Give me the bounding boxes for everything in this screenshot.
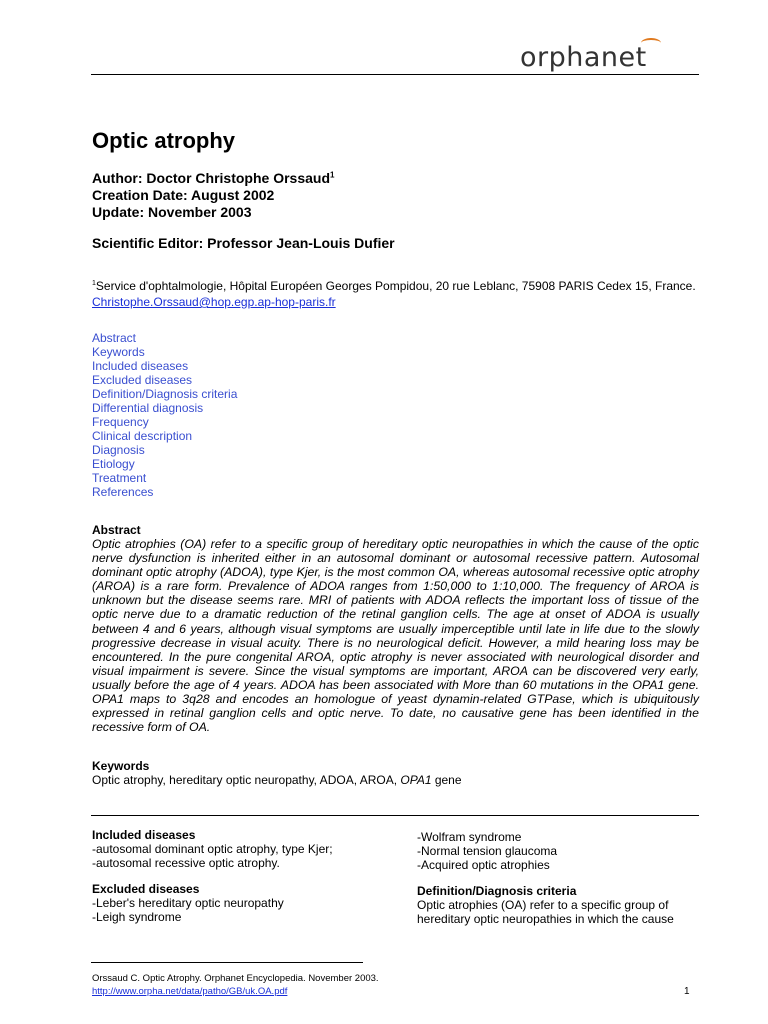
email-link[interactable]: Christophe.Orssaud@hop.egp.ap-hop-paris.fr [92, 295, 336, 309]
right-item: -Normal tension glaucoma [417, 844, 558, 858]
scientific-editor: Scientific Editor: Professor Jean-Louis Dufier [92, 235, 395, 251]
toc-link[interactable]: Definition/Diagnosis criteria [92, 387, 238, 401]
footer-citation: Orssaud C. Optic Atrophy. Orphanet Encyclopedia. November 2003. [92, 973, 379, 984]
footer-url-link[interactable]: http://www.orpha.net/data/patho/GB/uk.OA.pdf [92, 986, 288, 997]
logo-arc-icon [641, 38, 661, 48]
toc-link[interactable]: Clinical description [92, 429, 193, 443]
orphanet-logo: orphanet [520, 42, 647, 73]
page-number: 1 [684, 986, 690, 997]
toc-link[interactable]: Etiology [92, 457, 135, 471]
affiliation: $^1$Service d'ophtalmologie, Hôpital Européen Georges Pompidou, 20 rue Leblanc, 75908 PARIS Cedex 15, France. Christophe.Orssaud@hop.egp.ap-hop-paris.fr [92, 279, 696, 309]
abstract-heading: Abstract [92, 523, 141, 537]
included-item: -autosomal recessive optic atrophy. [92, 856, 280, 870]
keywords-heading: Keywords [92, 759, 150, 773]
creation-date: Creation Date: August 2002 [92, 187, 275, 203]
table-of-contents [92, 331, 237, 499]
excluded-heading: Excluded diseases [92, 882, 200, 896]
section-rule [91, 815, 699, 816]
page-title: Optic atrophy [92, 128, 236, 153]
excluded-item: -Leigh syndrome [92, 910, 182, 924]
right-column [417, 830, 702, 926]
definition-heading: Definition/Diagnosis criteria [417, 884, 577, 898]
author-line: Author: Doctor Christophe Orssaud$^1$ [92, 170, 335, 186]
definition-line: Optic atrophies (OA) refer to a specific group of [417, 898, 669, 912]
included-item: -autosomal dominant optic atrophy, type Kjer; [92, 842, 333, 856]
toc-link[interactable]: Diagnosis [92, 443, 145, 457]
excluded-item: -Leber's hereditary optic neuropathy [92, 896, 284, 910]
abstract-text: Optic atrophies (OA) refer to a specific group of hereditary optic neuropathies in which the cause of the optic nerve dysfunction is inherited either in an autosomal dominant or autosomal recessive pattern. Autosomal dominant optic atrophy (ADOA), type Kjer, is the most common OA, whereas autosomal recessive optic atrophy (AROA) is a rare form. Prevalence of ADOA ranges from 1:50,000 to 1:10,000. The frequency of AROA is unknown but the disease seems rare. MRI of patients with ADOA reflects the important loss of tissue of the optic nerve due to a dramatic reduction of the retinal ganglion cells. The age at onset of ADOA is usually between 4 and 6 years, although visual symptoms are usually imperceptible until late in life due to the slowly progressive decrease in visual acuity. There is no neurological deficit. However, a mild hearing loss may be encountered. In the pure congenital AROA, optic atrophy is never associated with neurological disorder and visual impairment is severe. Since the visual symptoms are important, AROA can be discovered very early, usually before the age of 4 years. ADOA has been associated with More than 60 mutations in the OPA1 gene. OPA1 maps to 3q28 and encodes an homologue of yeast dynamin-related GTPase, which is ubiquitously expressed in retinal ganglion cells and optic nerve. To date, no causative gene has been identified in the recessive form of OA. [92, 537, 699, 735]
toc-link[interactable]: Included diseases [92, 359, 189, 373]
update-date: Update: November 2003 [92, 204, 252, 220]
toc-link[interactable]: Treatment [92, 471, 147, 485]
right-item: -Acquired optic atrophies [417, 858, 550, 872]
toc-link[interactable]: References [92, 485, 154, 499]
footnote-rule [91, 962, 363, 963]
toc-link[interactable]: Differential diagnosis [92, 401, 204, 415]
left-column [92, 828, 392, 924]
definition-line: hereditary optic neuropathies in which the cause [417, 912, 674, 926]
toc-link[interactable]: Frequency [92, 415, 149, 429]
toc-link[interactable]: Keywords [92, 345, 145, 359]
keywords-text: Optic atrophy, hereditary optic neuropathy, ADOA, AROA, OPA1 gene [92, 773, 462, 787]
right-item: -Wolfram syndrome [417, 830, 522, 844]
toc-link[interactable]: Abstract [92, 331, 137, 345]
header-rule [91, 74, 699, 75]
toc-link[interactable]: Excluded diseases [92, 373, 193, 387]
included-heading: Included diseases [92, 828, 196, 842]
